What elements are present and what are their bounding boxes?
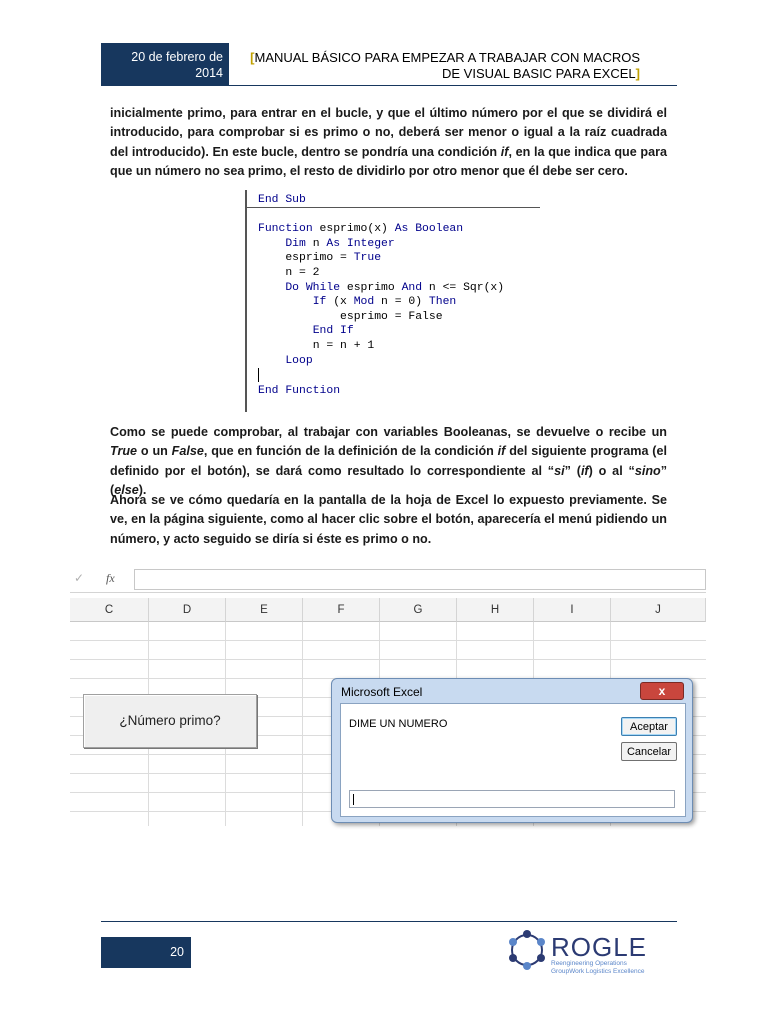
logo-ring-icon xyxy=(505,928,549,972)
code-esprimo-false: esprimo = False xyxy=(340,310,443,323)
prime-number-button[interactable]: ¿Número primo? xyxy=(83,694,257,748)
code-loop: Loop xyxy=(285,354,313,367)
check-icon[interactable]: ✓ xyxy=(74,571,85,585)
number-input[interactable] xyxy=(349,790,675,808)
p1-text-c: , en la que indica que para que un número no sea primo, el resto de dividirlo por otro menor que él debe ser cero. xyxy=(110,144,667,178)
p1-if: if xyxy=(500,144,509,159)
p2-sino: sino xyxy=(634,463,661,478)
code-do-while-cond1: esprimo xyxy=(340,281,402,294)
rogle-logo xyxy=(505,926,670,976)
p2-else: else xyxy=(114,482,139,497)
code-function-kw: Function xyxy=(258,223,313,236)
code-if-cond1: (x xyxy=(326,296,354,309)
header-date-line2: 2014 xyxy=(195,66,223,80)
column-header-i[interactable]: I xyxy=(534,598,611,622)
header-date-line1: 20 de febrero de xyxy=(131,50,223,64)
code-do-while-cond2: n <= Sqr(x) xyxy=(422,281,505,294)
code-function-name: esprimo(x) xyxy=(312,223,395,236)
p2-e: , que en función de la definición de la condición xyxy=(203,444,498,459)
dialog-message: DIME UN NUMERO xyxy=(349,718,448,730)
code-end-sub: End Sub xyxy=(258,194,306,206)
code-dim-var: n xyxy=(305,237,327,250)
dialog-title: Microsoft Excel xyxy=(341,685,423,699)
code-mod: Mod xyxy=(353,296,375,309)
column-header-g[interactable]: G xyxy=(380,598,457,622)
code-if-cond2: n = 0) xyxy=(374,296,429,309)
header-rule xyxy=(101,85,677,86)
p1-text-a: inicialmente primo, para entrar en el bucle, y que el último número por el que se dividirá el introducido, para comprobar si es primo o no, deberá ser menor o igual a la raíz cuadrada del introducido). En este bucle, dentro se pondría una condición xyxy=(110,106,667,159)
logo-subtitle-1: Reengineering Operations xyxy=(551,960,627,967)
fx-icon[interactable]: fx xyxy=(106,571,115,585)
p2-c: o un xyxy=(137,444,172,459)
text-cursor xyxy=(258,368,259,382)
code-and: And xyxy=(401,281,423,294)
header-title-line2: DE VISUAL BASIC PARA EXCEL xyxy=(442,66,636,81)
vba-code xyxy=(258,193,504,398)
code-do-while: Do While xyxy=(285,281,341,294)
grid-vline xyxy=(302,622,303,826)
code-end-function: End Function xyxy=(258,384,341,397)
p2-si: si xyxy=(554,463,565,478)
column-header-d[interactable]: D xyxy=(149,598,226,622)
code-esprimo-assign: esprimo = xyxy=(285,252,354,265)
p2-false: False xyxy=(171,444,204,459)
column-header-j[interactable]: J xyxy=(611,598,706,622)
code-if: If xyxy=(312,296,327,309)
code-true: True xyxy=(353,252,382,265)
page-number: 20 xyxy=(101,937,191,968)
column-header-h[interactable]: H xyxy=(457,598,534,622)
paragraph-1 xyxy=(110,104,667,181)
grid-hline xyxy=(70,659,706,660)
paragraph-2 xyxy=(110,423,667,500)
code-then: Then xyxy=(428,296,457,309)
input-caret xyxy=(353,794,354,805)
p2-if2: if xyxy=(580,463,589,478)
accept-button[interactable]: Aceptar xyxy=(621,717,677,736)
header-date-box xyxy=(101,43,229,85)
p2-if: if xyxy=(497,444,506,459)
p2-i: ” ( xyxy=(564,463,581,478)
code-dim: Dim xyxy=(285,237,306,250)
p2-k: ) o al “ xyxy=(588,463,635,478)
close-icon[interactable]: x xyxy=(640,682,684,700)
code-end-if: End If xyxy=(312,325,354,338)
paragraph-3: Ahora se ve cómo quedaría en la pantalla de la hoja de Excel lo expuesto previamente. Se ve, en la página siguiente, como al hacer clic sobre el botón, aparecería el menú pidiendo un número, y acto seguido se diría si éste es primo o no. xyxy=(110,493,667,546)
p2-true: True xyxy=(110,444,138,459)
cancel-button[interactable]: Cancelar xyxy=(621,742,677,761)
code-as-boolean: As Boolean xyxy=(394,223,464,236)
dialog-body xyxy=(340,703,686,817)
header-title-line1: MANUAL BÁSICO PARA EMPEZAR A TRABAJAR CON MACROS xyxy=(254,50,640,65)
logo-word: ROGLE xyxy=(551,932,648,962)
column-header-f[interactable]: F xyxy=(303,598,380,622)
code-n-init: n = 2 xyxy=(285,266,320,279)
header-title xyxy=(240,50,640,82)
formula-input[interactable] xyxy=(134,569,706,590)
p2-a: Como se puede comprobar, al trabajar con variables Booleanas, se devuelve o recibe un xyxy=(110,425,667,439)
code-screenshot xyxy=(245,190,542,412)
title-bracket-open: [ xyxy=(250,50,255,65)
logo-subtitle-2: GroupWork Logistics Excellence xyxy=(551,968,645,975)
code-n-inc: n = n + 1 xyxy=(312,339,375,352)
grid-hline xyxy=(70,640,706,641)
title-bracket-close: ] xyxy=(635,66,640,81)
input-dialog xyxy=(331,678,693,823)
p2-m: ” ( xyxy=(110,463,668,497)
p2-o: ). xyxy=(138,482,147,497)
column-header-c[interactable]: C xyxy=(70,598,149,622)
p2-g: del siguiente programa (el definido por el botón), se dará como resultado lo correspondiente al “ xyxy=(110,444,667,478)
code-as-integer: As Integer xyxy=(326,237,395,250)
column-header-e[interactable]: E xyxy=(226,598,303,622)
footer-rule xyxy=(101,921,677,922)
